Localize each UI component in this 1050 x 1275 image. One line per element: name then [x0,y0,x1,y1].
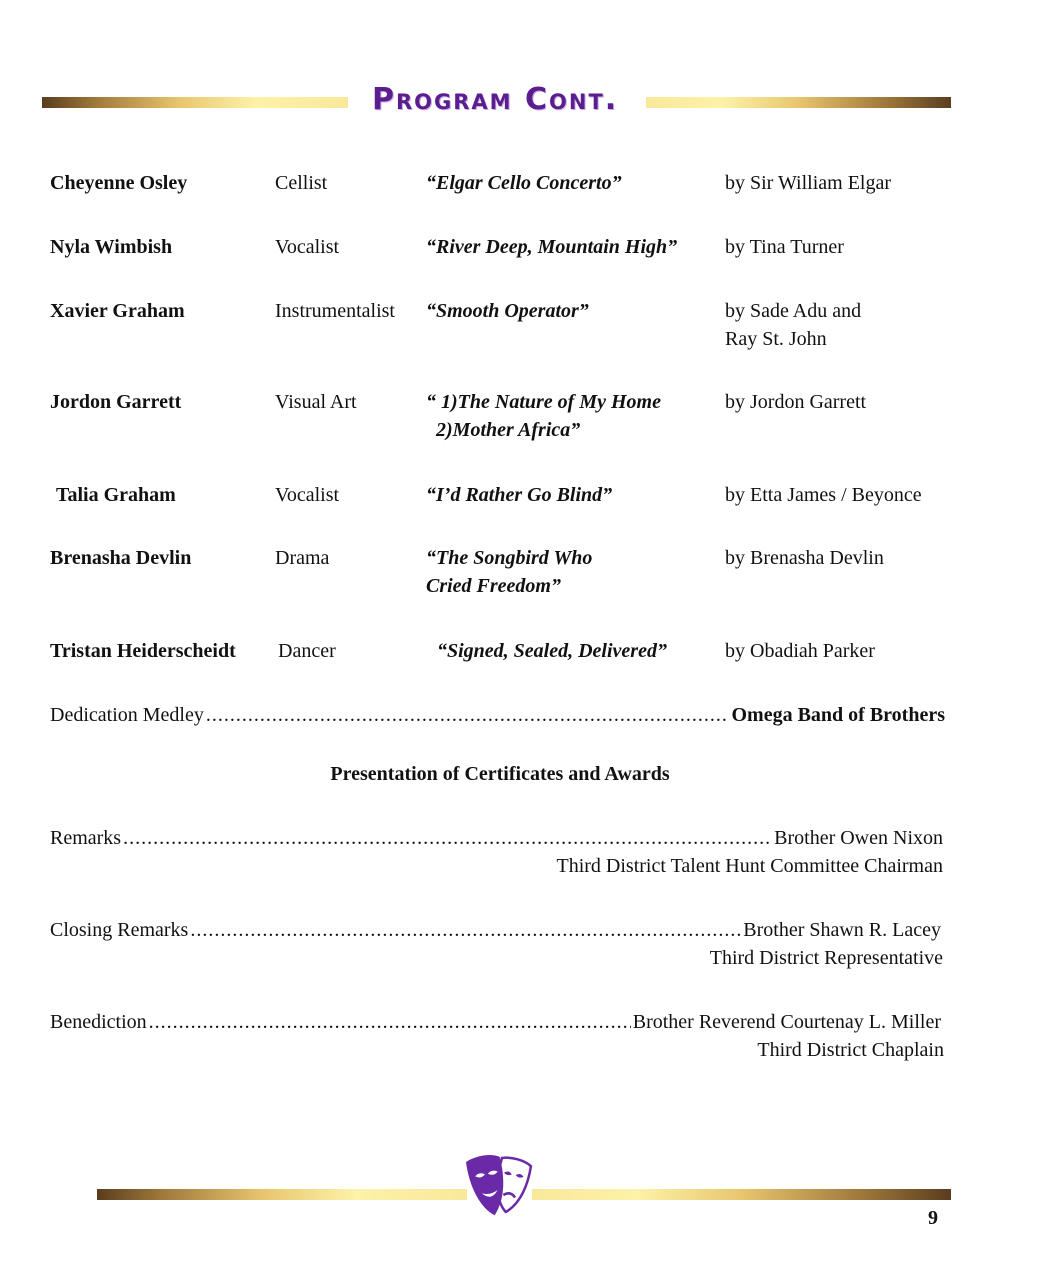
benediction-speaker: Brother Reverend Courtenay L. Miller [632,1011,941,1033]
closing-remarks-speaker: Brother Shawn R. Lacey [743,919,941,941]
remarks-speaker: Brother Owen Nixon [774,827,943,849]
benediction-block [50,1008,944,1064]
performer-category: Instrumentalist [275,300,395,322]
benediction-label: Benediction [50,1011,147,1033]
performer-category: Vocalist [275,484,340,506]
performer-piece: “ 1)The Nature of My Home 2)Mother Africa” [426,391,661,441]
dot-leader [123,824,772,852]
performer-by: by Jordon Garrett [725,391,867,413]
remarks-block [50,824,943,880]
remarks-label: Remarks [50,827,122,849]
dot-leader [149,1008,631,1036]
performer-by: by Obadiah Parker [725,640,875,662]
performer-name: Tristan Heiderscheidt [50,640,236,662]
performer-category: Vocalist [275,236,340,258]
header-gold-bar-right [646,97,951,108]
closing-remarks-label: Closing Remarks [50,919,189,941]
performer-name: Cheyenne Osley [50,172,188,194]
performer-by: by Brenasha Devlin [725,547,884,569]
closing-remarks-block [50,916,941,972]
dot-leader [206,701,730,729]
performer-name: Jordon Garrett [50,391,182,413]
performer-name: Talia Graham [56,484,176,506]
page-number: 9 [928,1207,938,1229]
page-title: Program Cont. [372,82,619,117]
performer-piece: “Signed, Sealed, Delivered” [437,640,667,662]
performer-category: Visual Art [275,391,357,413]
dedication-line [50,701,945,729]
dot-leader [190,916,741,944]
performer-category: Cellist [275,172,328,194]
performer-category: Drama [275,547,330,569]
benediction-speaker-title: Third District Chaplain [757,1039,944,1061]
theater-masks-icon [462,1152,536,1224]
performer-name: Xavier Graham [50,300,185,322]
header-gold-bar-left [42,97,348,108]
performer-name: Brenasha Devlin [50,547,192,569]
performer-piece: “River Deep, Mountain High” [426,236,678,258]
performer-piece: “Smooth Operator” [426,300,589,322]
performer-piece: “The Songbird Who Cried Freedom” [426,547,593,597]
performer-by: by Sade Adu and Ray St. John [725,300,862,350]
performer-by: by Tina Turner [725,236,844,258]
performer-piece: “Elgar Cello Concerto” [426,172,622,194]
footer-gold-bar-left [97,1189,467,1200]
performer-by: by Etta James / Beyonce [725,484,922,506]
closing-remarks-speaker-title: Third District Representative [709,947,943,969]
performer-by: by Sir William Elgar [725,172,892,194]
performer-piece: “I’d Rather Go Blind” [426,484,613,506]
awards-heading: Presentation of Certificates and Awards [330,763,670,785]
dedication-label: Dedication Medley [50,704,204,726]
dedication-value: Omega Band of Brothers [731,704,945,726]
remarks-speaker-title: Third District Talent Hunt Committee Chairman [556,855,943,877]
performer-name: Nyla Wimbish [50,236,173,258]
performer-category: Dancer [278,640,336,662]
footer-gold-bar-right [532,1189,951,1200]
